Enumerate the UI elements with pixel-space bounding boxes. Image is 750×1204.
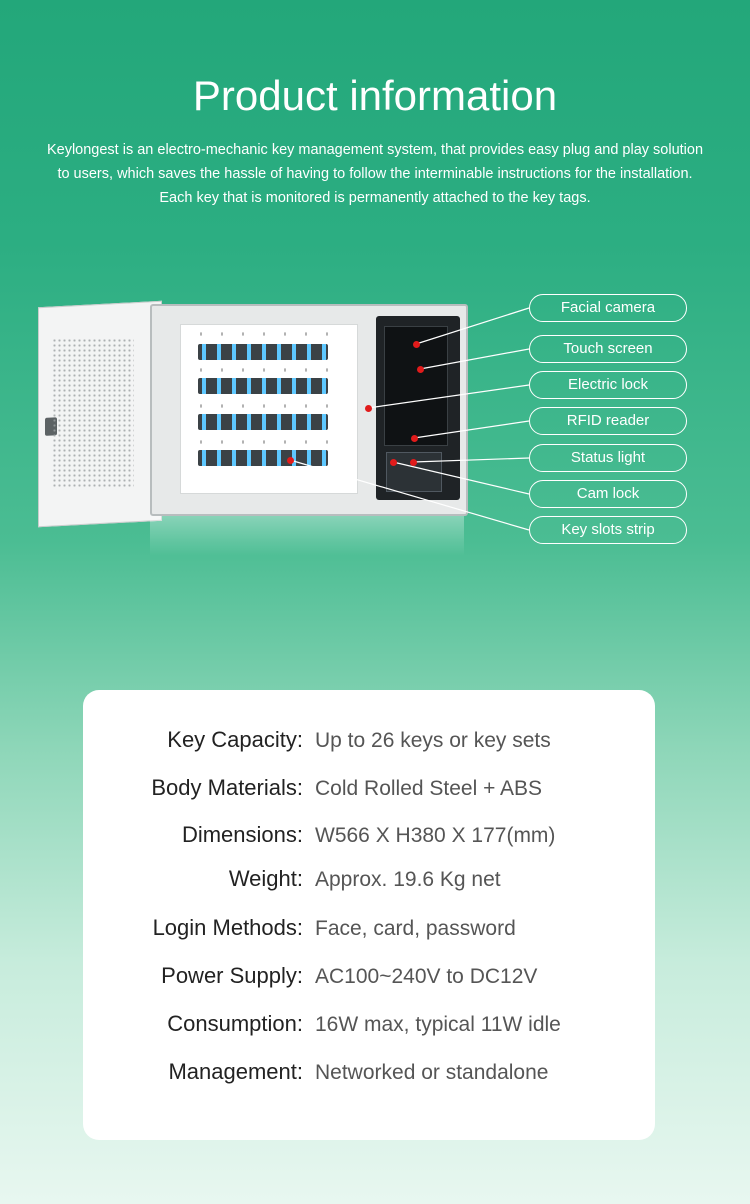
spec-row xyxy=(83,866,655,900)
marker-dot xyxy=(411,435,418,442)
spec-value: Up to 26 keys or key sets xyxy=(315,729,551,752)
marker-dot xyxy=(390,459,397,466)
callout-touch-screen: Touch screen xyxy=(529,335,687,363)
spec-row xyxy=(83,775,655,809)
spec-card xyxy=(83,690,655,1140)
spec-row xyxy=(83,727,655,761)
product-illustration xyxy=(0,290,750,580)
spec-row xyxy=(83,1059,655,1093)
intro-line-1: Keylongest is an electro-mechanic key management system, that provides easy plug and play solution xyxy=(46,142,704,158)
spec-label: Power Supply: xyxy=(161,963,303,988)
spec-label: Consumption: xyxy=(167,1011,303,1036)
spec-value: Networked or standalone xyxy=(315,1061,549,1084)
spec-row xyxy=(83,915,655,949)
spec-value: Approx. 19.6 Kg net xyxy=(315,868,501,891)
callout-facial-camera: Facial camera xyxy=(529,294,687,322)
marker-dot xyxy=(413,341,420,348)
spec-value: AC100~240V to DC12V xyxy=(315,965,538,988)
spec-row xyxy=(83,963,655,997)
spec-value: W566 X H380 X 177(mm) xyxy=(315,824,556,847)
spec-label: Login Methods: xyxy=(152,915,303,940)
spec-label: Key Capacity: xyxy=(167,727,303,752)
callout-electric-lock: Electric lock xyxy=(529,371,687,399)
intro-line-3: Each key that is monitored is permanently attached to the key tags. xyxy=(159,190,591,206)
spec-label: Body Materials: xyxy=(151,775,303,800)
spec-value: Cold Rolled Steel + ABS xyxy=(315,777,543,800)
callout-key-slots-strip: Key slots strip xyxy=(529,516,687,544)
marker-dot xyxy=(365,405,372,412)
page-title: Product information xyxy=(192,72,558,119)
marker-dot xyxy=(287,457,294,464)
marker-dot xyxy=(410,459,417,466)
spec-row xyxy=(83,1011,655,1045)
intro-line-2: to users, which saves the hassle of having to follow the interminable instructions for the installation. xyxy=(57,166,693,182)
spec-label: Weight: xyxy=(228,866,303,891)
callout-status-light: Status light xyxy=(529,444,687,472)
spec-value: 16W max, typical 11W idle xyxy=(315,1013,561,1036)
marker-dot xyxy=(417,366,424,373)
callout-cam-lock: Cam lock xyxy=(529,480,687,508)
spec-value: Face, card, password xyxy=(315,917,516,940)
spec-row xyxy=(83,822,655,856)
spec-label: Dimensions: xyxy=(181,822,303,847)
callout-rfid-reader: RFID reader xyxy=(529,407,687,435)
spec-label: Management: xyxy=(168,1059,303,1084)
intro-text xyxy=(20,138,730,210)
